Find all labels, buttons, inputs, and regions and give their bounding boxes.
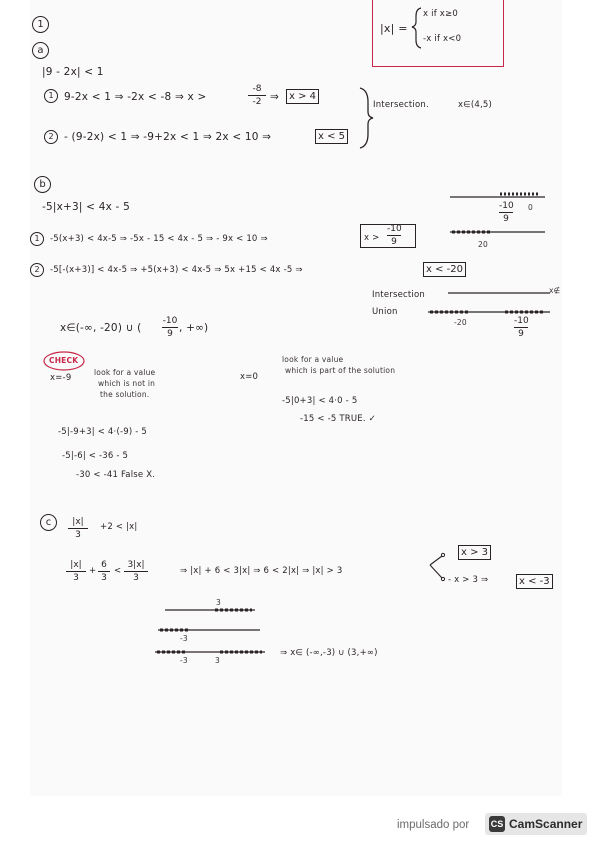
part-a-intersection-label: Intersection. [373,100,429,110]
intersection-mark: x∉ [549,286,561,295]
part-b-case1-result: x > [364,233,380,243]
part-b-solution-frac [162,316,178,339]
check-left-x: x=-9 [50,373,72,383]
part-c-label: c [40,514,57,531]
camscanner-icon: CS [489,816,505,832]
part-c-rest-1: +2 < |x| [100,522,138,532]
check-left-line-1: -5|-9+3| < 4·(-9) - 5 [58,427,148,437]
check-left-note-2: which is not in [98,379,156,388]
fraction-numerator: 6 [101,560,107,570]
footer-text: impulsado por [397,819,470,831]
part-c-step-frac-1 [66,560,86,583]
part-b-solution-prefix: x∈(-∞, -20) ∪ ( [60,322,142,334]
part-a-case1-fraction [248,84,266,107]
part-b-case1: -5(x+3) < 4x-5 ⇒ -5x - 15 < 4x - 5 ⇒ - 9x < 10 ⇒ [50,234,268,244]
c-line-tick-top: 3 [216,598,221,607]
fraction-denominator: 3 [73,573,79,583]
part-b-case2-result: x < -20 [423,262,466,277]
check-label: CHECK [49,356,79,365]
part-b-case2-marker: 2 [30,263,44,277]
branch-dot-2 [441,577,444,580]
line2-tick: 20 [478,240,488,249]
intersection-label: Intersection [372,290,425,300]
part-c-plus: + [89,566,97,576]
part-c-frac-1 [68,517,88,540]
brace [360,88,373,148]
part-a-case1: 9-2x < 1 ⇒ -2x < -8 ⇒ x > [64,91,207,103]
fraction-numerator: -10 [514,316,529,326]
fraction-numerator: |x| [72,517,84,527]
c-line-tick-mid: -3 [180,634,188,643]
part-b-case1-marker: 1 [30,232,44,246]
fraction-numerator: -10 [162,316,178,326]
check-left-note-3: the solution. [100,390,150,399]
branch-dot-1 [441,553,444,556]
part-a-solution: x∈(4,5) [458,100,492,110]
part-b-case2: -5[-(x+3)] < 4x-5 ⇒ +5(x+3) < 4x-5 ⇒ 5x +15 < 4x -5 ⇒ [50,265,303,275]
part-c-lt: < [114,566,122,576]
fraction-denominator: 9 [167,329,173,339]
part-b-case1-frac [387,224,401,247]
check-left-line-3: -30 < -41 False X. [76,470,156,480]
fraction-denominator: 9 [503,214,509,224]
c-line-tick-bot-2: 3 [215,656,220,665]
part-c-step-text: ⇒ |x| + 6 < 3|x| ⇒ 6 < 2|x| ⇒ |x| > 3 [180,566,343,576]
check-right-line-1: -5|0+3| < 4·0 - 5 [282,396,358,406]
line1-tick-frac [499,201,513,224]
part-a-inequality: |9 - 2x| < 1 [42,66,104,78]
union-tick-1: -20 [454,318,467,327]
fraction-denominator: 9 [518,329,524,339]
union-label: Union [372,307,398,317]
part-b-label: b [34,176,51,193]
part-a-case1-marker: 1 [44,89,58,103]
fraction-denominator: 3 [101,573,107,583]
camscanner-text: CamScanner [509,817,583,831]
def-case-2: -x if x<0 [423,34,462,44]
fraction-numerator: -10 [387,224,402,234]
fraction-denominator: 3 [75,530,81,540]
check-right-note-2: which is part of the solution [285,366,396,375]
part-c-step-frac-2 [98,560,110,583]
part-a-case1-result: x > 4 [286,89,319,104]
branch-arrows [430,556,442,578]
part-a-case2-result: x < 5 [315,129,348,144]
part-c-solution: ⇒ x∈ (-∞,-3) ∪ (3,+∞) [280,648,378,658]
part-a-case1-arrow: ⇒ [270,91,279,103]
part-c-branch-2-text: - x > 3 ⇒ [448,575,489,585]
part-a-case2-marker: 2 [44,130,58,144]
def-lhs: |x| = [380,22,408,35]
def-case-1: x if x≥0 [423,9,458,19]
check-right-x: x=0 [240,372,259,382]
fraction-denominator: 3 [133,573,139,583]
check-right-line-2: -15 < -5 TRUE. ✓ [300,414,377,424]
part-b-solution-suffix: , +∞) [179,322,209,334]
fraction-numerator: 3|x| [127,560,145,570]
fraction-denominator: 9 [391,237,397,247]
part-c-branch-2-result: x < -3 [516,574,553,589]
part-c-branch-1: x > 3 [458,545,491,560]
part-b-inequality: -5|x+3| < 4x - 5 [42,201,130,213]
check-left-note-1: look for a value [94,368,156,377]
part-c-step-frac-3 [124,560,148,583]
fraction-numerator: -10 [499,201,514,211]
scanned-page [30,0,562,796]
check-left-line-2: -5|-6| < -36 - 5 [62,451,129,461]
problem-number: 1 [32,16,49,33]
part-a-case2: - (9-2x) < 1 ⇒ -9+2x < 1 ⇒ 2x < 10 ⇒ [64,131,272,143]
fraction-numerator: |x| [70,560,82,570]
part-a-label: a [32,42,49,59]
union-tick-2 [514,316,528,339]
c-line-tick-bot-1: -3 [180,656,188,665]
line1-tick-zero: 0 [528,203,533,212]
check-right-note-1: look for a value [282,355,344,364]
fraction-denominator: -2 [252,97,262,107]
fraction-numerator: -8 [252,84,262,94]
